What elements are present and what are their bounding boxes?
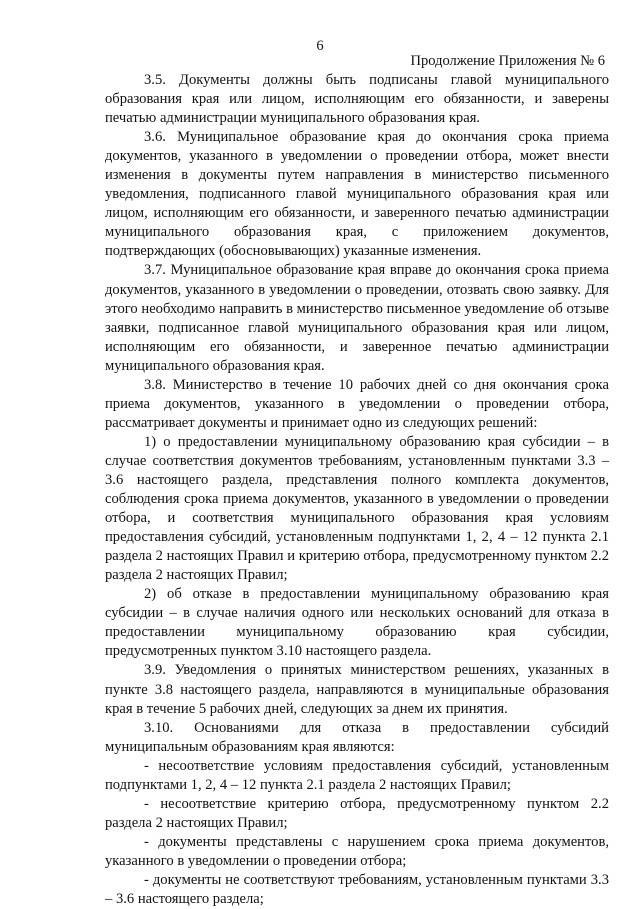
paragraph-3-8-item-1: 1) о предоставлении муниципальному образованию края субсидии – в случае соответствия документов требованиям, установленным пунктами 3.3 – 3.6 настоящего раздела, представления полного комплекта документов, соблюдения срока приема документов, указанного в уведомлении о проведении отбора, и соответствия муниципального образования края условиям предоставления субсидий, установленным подпунктами 1, 2, 4 – 12 пункта 2.1 раздела 2 настоящих Правил и критерию отбора, предусмотренному пунктом 2.2 раздела 2 настоящих Правил; [105,433,609,584]
refusal-reason-3: - документы представлены с нарушением срока приема документов, указанного в уведомлении о проведении отбора; [105,833,609,869]
paragraph-3-6: 3.6. Муниципальное образование края до окончания срока приема документов, указанного в уведомлении о проведении отбора, может внести изменения в документы путем направления в министерство письменного уведомления, подписанного главой муниципального образования края или лицом, исполняющим его обязанности, и заверенного печатью администрации муниципального образования края, с приложением документов, подтверждающих (обосновывающих) указанные изменения. [105,129,609,260]
document-body [105,71,609,909]
refusal-reason-2: - несоответствие критерию отбора, предусмотренному пунктом 2.2 раздела 2 настоящих Правил; [105,795,609,831]
paragraph-3-8: 3.8. Министерство в течение 10 рабочих дней со дня окончания срока приема документов, указанного в уведомлении о проведении отбора, рассматривает документы и принимает одно из следующих решений: [105,376,609,431]
paragraph-3-10: 3.10. Основаниями для отказа в предоставлении субсидий муниципальным образованиям края являются: [105,719,609,755]
paragraph-3-5: 3.5. Документы должны быть подписаны главой муниципального образования края или лицом, исполняющим его обязанности, и заверены печатью администрации муниципального образования края. [105,72,609,127]
paragraph-3-9: 3.9. Уведомления о принятых министерством решениях, указанных в пункте 3.8 настоящего раздела, направляются в муниципальные образования края в течение 5 рабочих дней, следующих за днем их принятия. [105,662,609,717]
paragraph-3-7: 3.7. Муниципальное образование края вправе до окончания срока приема документов, указанного в уведомлении о проведении, отозвать свою заявку. Для этого необходимо направить в министерство письменное уведомление об отзыве заявки, подписанное главой муниципального образования края или лицом, исполняющим его обязанности, и заверенное печатью администрации муниципального образования края. [105,262,609,374]
refusal-reason-1: - несоответствие условиям предоставления субсидий, установленным подпунктами 1, 2, 4 – 12 пункта 2.1 раздела 2 настоящих Правил; [105,757,609,793]
paragraph-3-8-item-2: 2) об отказе в предоставлении муниципальному образованию края субсидии – в случае наличия одного или нескольких оснований для отказа в предоставлении муниципальному образованию края субсидии, предусмотренных пунктом 3.10 настоящего раздела. [105,586,609,660]
refusal-reason-4: - документы не соответствуют требованиям, установленным пунктами 3.3 – 3.6 настоящего раздела; [105,871,609,908]
appendix-continuation-note: Продолжение Приложения № 6 [410,53,605,69]
page-number: 6 [316,38,324,54]
